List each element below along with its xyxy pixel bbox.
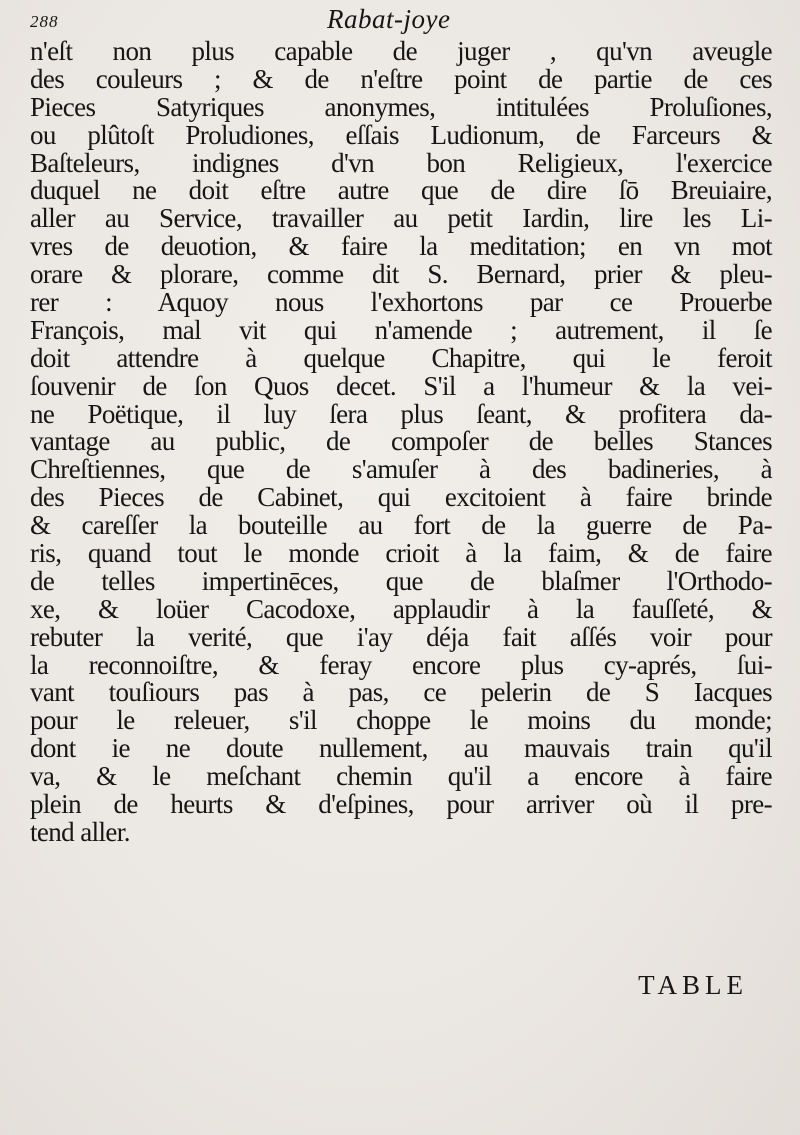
text-line: ris, quand tout le monde crioit à la faim, & de faire — [30, 538, 772, 569]
text-line: orare & plorare, comme dit S. Bernard, prier & pleu- — [30, 259, 772, 290]
body-text — [30, 38, 772, 847]
page-header — [30, 4, 770, 38]
text-line: ſouvenir de ſon Quos decet. S'il a l'humeur & la vei- — [30, 370, 772, 401]
text-line: des couleurs ; & de n'eſtre point de partie de ces — [30, 63, 772, 94]
text-line: aller au Service, travailler au petit Iardin, lire les Li- — [30, 203, 772, 234]
text-line: ne Poëtique, il luy ſera plus ſeant, & profitera da- — [30, 398, 772, 429]
text-line: doit attendre à quelque Chapitre, qui le feroit — [30, 342, 772, 373]
text-line: pour le releuer, s'il choppe le moins du monde; — [30, 705, 772, 736]
text-line-last: tend aller. — [30, 816, 130, 847]
text-line: Chreſtiennes, que de s'amuſer à des badineries, à — [30, 454, 772, 485]
running-title: Rabat-joye — [327, 4, 451, 34]
text-line: vres de deuotion, & faire la meditation; en vn mot — [30, 231, 772, 262]
catchword: TABLE — [638, 970, 748, 1000]
text-line: & careſſer la bouteille au fort de la guerre de Pa- — [30, 510, 772, 541]
text-line: duquel ne doit eſtre autre que de dire ſō Breuiaire, — [30, 175, 772, 206]
page-number: 288 — [30, 12, 59, 31]
text-line: ou plûtoſt Proludiones, eſſais Ludionum, de Farceurs & — [30, 119, 772, 150]
text-line: xe, & loüer Cacodoxe, applaudir à la fauſſeté, & — [30, 593, 772, 624]
text-line: vantage au public, de compoſer de belles Stances — [30, 426, 772, 457]
text-line: dont ie ne doute nullement, au mauvais train qu'il — [30, 733, 772, 764]
text-line: François, mal vit qui n'amende ; autrement, il ſe — [30, 314, 772, 345]
text-line: la reconnoiſtre, & feray encore plus cy-aprés, ſui- — [30, 649, 772, 680]
text-line: rebuter la verité, que i'ay déja fait aſſés voir pour — [30, 621, 772, 652]
text-line: plein de heurts & d'eſpines, pour arriver où il pre- — [30, 789, 772, 820]
text-line: Pieces Satyriques anonymes, intitulées Proluſiones, — [30, 91, 772, 122]
text-line: vant touſiours pas à pas, ce pelerin de S Iacques — [30, 677, 772, 708]
text-line: n'eſt non plus capable de juger , qu'vn aveugle — [30, 36, 772, 66]
text-line: va, & le meſchant chemin qu'il a encore à faire — [30, 761, 772, 792]
text-line: des Pieces de Cabinet, qui excitoient à faire brinde — [30, 482, 772, 513]
text-line: rer : Aquoy nous l'exhortons par ce Prouerbe — [30, 287, 772, 318]
text-line: Baſteleurs, indignes d'vn bon Religieux, l'exercice — [30, 147, 772, 178]
text-line: de telles impertinēces, que de blaſmer l'Orthodo- — [30, 565, 772, 596]
